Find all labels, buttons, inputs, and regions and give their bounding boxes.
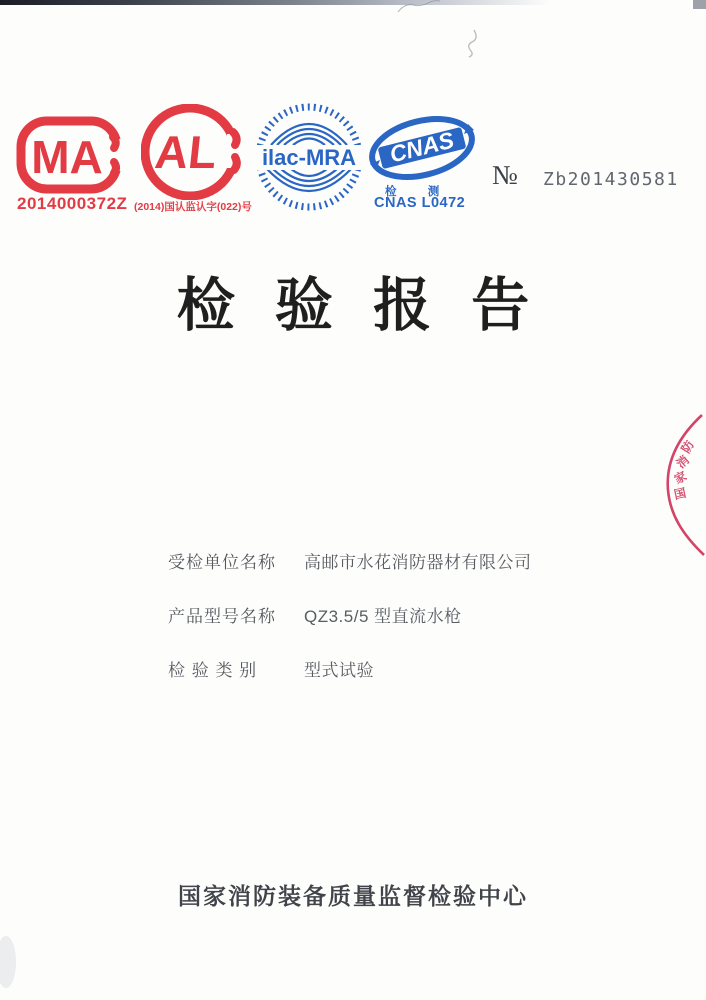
- cnas-certificate-number: CNAS L0472: [374, 195, 466, 211]
- cma-certificate-number: 2014000372Z: [17, 194, 128, 213]
- cal-letters: AL: [152, 126, 220, 178]
- field-label: 产品型号名称: [168, 607, 276, 626]
- report-number: Zb201430581: [543, 169, 679, 190]
- ilac-mra-label: ilac-MRA: [261, 145, 357, 170]
- ilac-mra-logo: [255, 101, 363, 213]
- report-number-sign: №: [492, 160, 518, 190]
- cma-logo: [16, 113, 126, 197]
- official-seal-partial: [655, 412, 706, 562]
- report-fields: [168, 548, 532, 710]
- field-row-product-model: [168, 602, 532, 627]
- field-value: 高邮市水花消防器材有限公司: [304, 553, 532, 572]
- field-value: 型式试验: [304, 661, 374, 680]
- cal-certificate-number: (2014)国认监认字(022)号: [134, 201, 252, 213]
- certification-row: [0, 0, 706, 230]
- field-label: 受检单位名称: [168, 553, 276, 572]
- field-value: QZ3.5/5 型直流水枪: [304, 607, 462, 626]
- cal-logo: [141, 104, 245, 200]
- seal-char: 家: [672, 468, 690, 487]
- seal-char: 消: [673, 452, 692, 472]
- seal-char: 防: [678, 437, 697, 456]
- field-row-inspected-unit: [168, 548, 532, 573]
- cnas-label: CNAS: [386, 126, 457, 168]
- cnas-category-label: 检 测: [385, 186, 454, 198]
- seal-char: 国: [672, 485, 688, 502]
- issuing-center-name: 国家消防装备质量监督检验中心: [178, 883, 528, 909]
- report-title: 检 验 报 告: [176, 271, 540, 339]
- field-label: 检 验 类 别: [168, 661, 258, 680]
- cma-letters: MA: [31, 131, 103, 183]
- cnas-logo: [366, 108, 478, 188]
- field-row-inspection-type: [168, 656, 532, 681]
